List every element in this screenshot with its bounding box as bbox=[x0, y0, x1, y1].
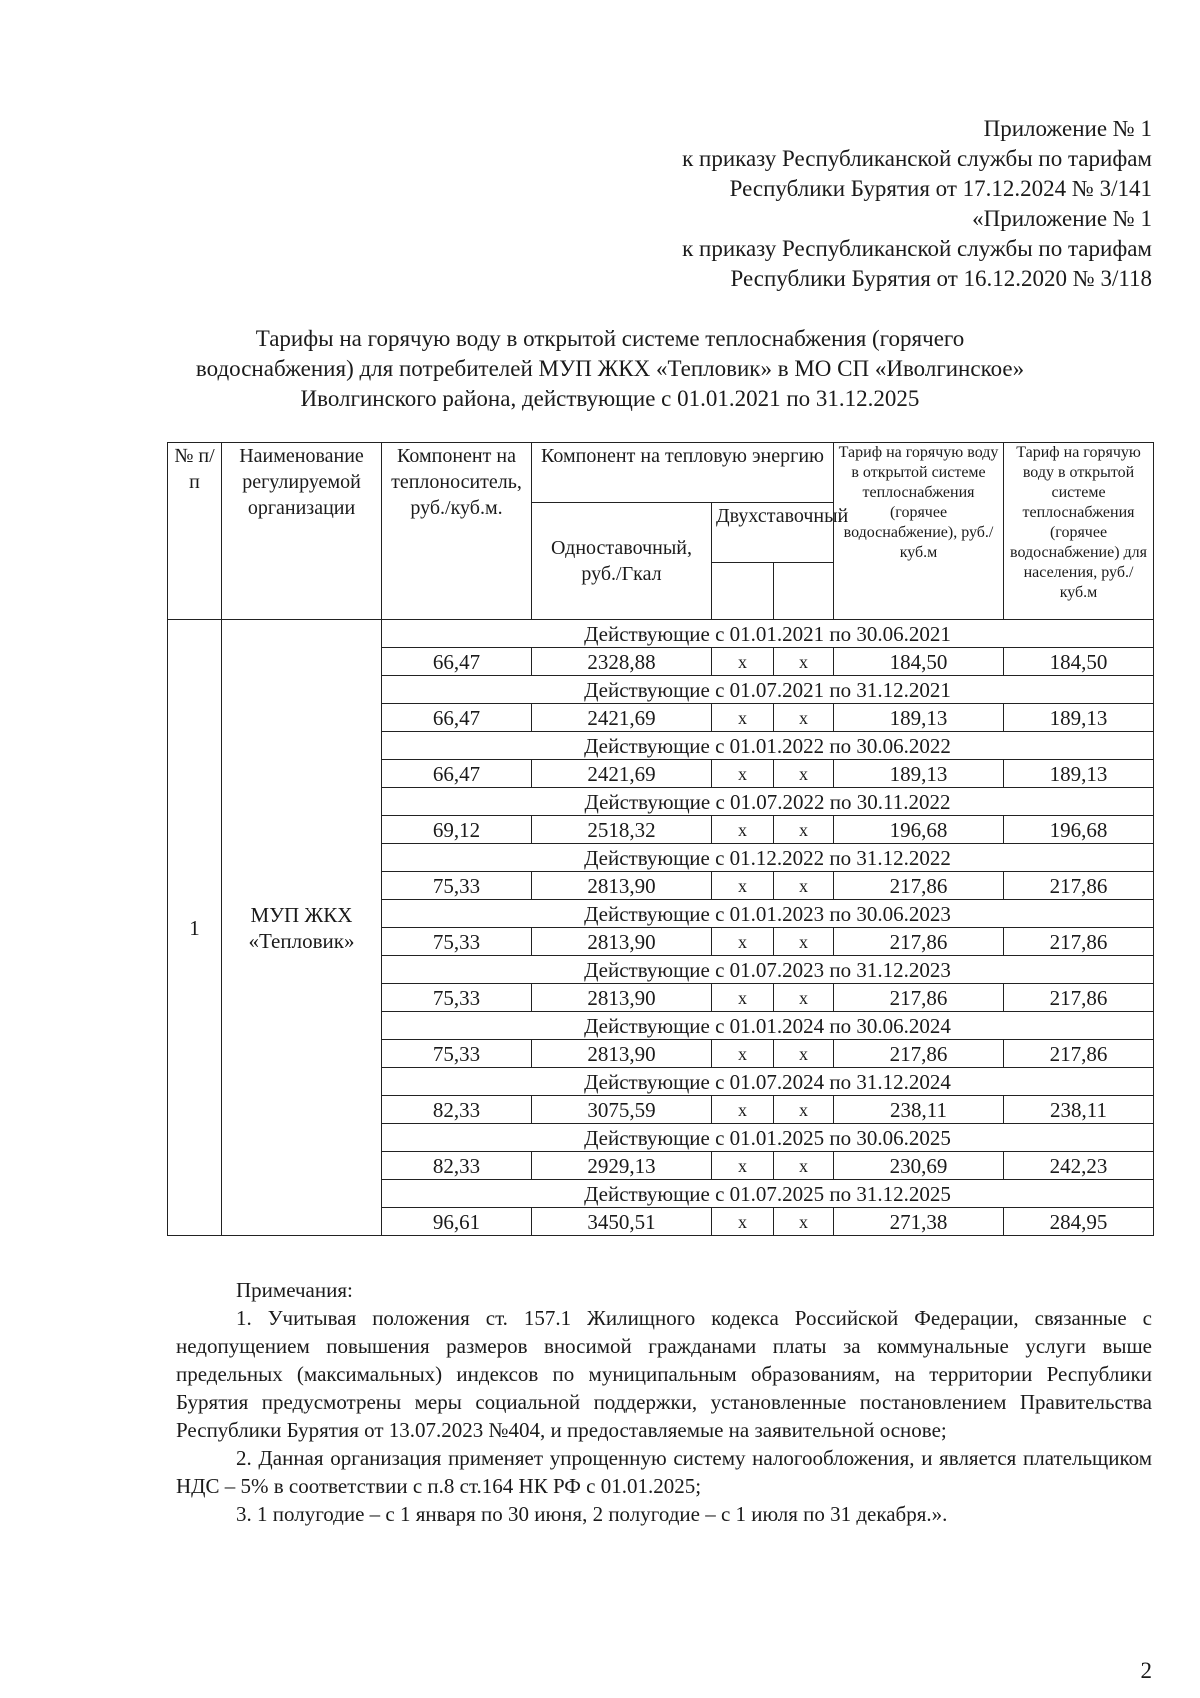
header-energy-component: Компонент на тепловую энергию bbox=[532, 443, 834, 503]
tariff-value-cell: 196,68 bbox=[834, 816, 1004, 844]
period-label: Действующие с 01.01.2023 по 30.06.2023 bbox=[382, 900, 1154, 928]
tariff-population-value-cell: 189,13 bbox=[1004, 760, 1154, 788]
single-rate-value-cell: 3450,51 bbox=[532, 1208, 712, 1236]
period-label: Действующие с 01.07.2021 по 31.12.2021 bbox=[382, 676, 1154, 704]
double-rate-x-cell: х bbox=[712, 816, 774, 844]
carrier-value-cell: 82,33 bbox=[382, 1096, 532, 1124]
carrier-value-cell: 96,61 bbox=[382, 1208, 532, 1236]
header-double-rate: Двухставочный bbox=[712, 503, 834, 563]
tariff-value-cell: 217,86 bbox=[834, 928, 1004, 956]
tariff-value-cell: 217,86 bbox=[834, 872, 1004, 900]
tariff-value-cell: 238,11 bbox=[834, 1096, 1004, 1124]
carrier-value-cell: 75,33 bbox=[382, 1040, 532, 1068]
tariff-table bbox=[167, 442, 1154, 1236]
single-rate-value-cell: 2929,13 bbox=[532, 1152, 712, 1180]
carrier-value-cell: 66,47 bbox=[382, 760, 532, 788]
double-rate-x-cell: х bbox=[712, 704, 774, 732]
double-rate-x-cell: х bbox=[712, 1096, 774, 1124]
header-line: Приложение № 1 bbox=[983, 116, 1152, 141]
tariff-population-value-cell: 238,11 bbox=[1004, 1096, 1154, 1124]
header-double-sub-2 bbox=[774, 563, 834, 620]
header-tariff-population: Тариф на горячую воду в открытой системе теплоснабжения (горячее водоснабжение) для населения, руб./куб.м bbox=[1004, 443, 1154, 620]
header-line: к приказу Республиканской службы по тарифам bbox=[682, 146, 1152, 171]
single-rate-value-cell: 2813,90 bbox=[532, 928, 712, 956]
approval-header bbox=[532, 114, 1152, 294]
double-rate-x-cell: х bbox=[774, 760, 834, 788]
organization-cell: МУП ЖКХ «Тепловик» bbox=[222, 620, 382, 1236]
tariff-population-value-cell: 217,86 bbox=[1004, 1040, 1154, 1068]
period-label: Действующие с 01.07.2024 по 31.12.2024 bbox=[382, 1068, 1154, 1096]
page-number: 2 bbox=[1140, 1658, 1152, 1683]
header-line: к приказу Республиканской службы по тарифам bbox=[682, 236, 1152, 261]
single-rate-value-cell: 2328,88 bbox=[532, 648, 712, 676]
tariff-value-cell: 230,69 bbox=[834, 1152, 1004, 1180]
single-rate-value-cell: 3075,59 bbox=[532, 1096, 712, 1124]
period-label: Действующие с 01.01.2022 по 30.06.2022 bbox=[382, 732, 1154, 760]
note-item: 1. Учитывая положения ст. 157.1 Жилищного кодекса Российской Федерации, связанные с недопущением повышения размеров вносимой гражданами платы за коммунальные услуги выше предельных (максимальных) индексов по муниципальным образованиям, на территории Республики Бурятия предусмотрены меры социальной поддержки, установленные постановлением Правительства Республики Бурятия от 13.07.2023 №404, и предоставляемые на заявительной основе; bbox=[176, 1306, 1152, 1442]
header-num: № п/п bbox=[168, 443, 222, 620]
tariff-value-cell: 189,13 bbox=[834, 704, 1004, 732]
double-rate-x-cell: х bbox=[712, 928, 774, 956]
double-rate-x-cell: х bbox=[712, 1040, 774, 1068]
single-rate-value-cell: 2813,90 bbox=[532, 1040, 712, 1068]
double-rate-x-cell: х bbox=[712, 1208, 774, 1236]
double-rate-x-cell: х bbox=[712, 648, 774, 676]
note-item: 3. 1 полугодие – с 1 января по 30 июня, 2 полугодие – с 1 июля по 31 декабря.». bbox=[236, 1502, 948, 1526]
period-label: Действующие с 01.07.2025 по 31.12.2025 bbox=[382, 1180, 1154, 1208]
title-line: Иволгинского района, действующие с 01.01.2021 по 31.12.2025 bbox=[300, 386, 920, 411]
header-line: «Приложение № 1 bbox=[972, 206, 1152, 231]
double-rate-x-cell: х bbox=[774, 1096, 834, 1124]
single-rate-value-cell: 2813,90 bbox=[532, 984, 712, 1012]
tariff-value-cell: 189,13 bbox=[834, 760, 1004, 788]
carrier-value-cell: 66,47 bbox=[382, 704, 532, 732]
carrier-value-cell: 82,33 bbox=[382, 1152, 532, 1180]
header-single-rate: Одноставочный, руб./Гкал bbox=[532, 503, 712, 620]
tariff-population-value-cell: 284,95 bbox=[1004, 1208, 1154, 1236]
document-title bbox=[160, 324, 1060, 414]
tariff-value-cell: 271,38 bbox=[834, 1208, 1004, 1236]
period-label: Действующие с 01.01.2024 по 30.06.2024 bbox=[382, 1012, 1154, 1040]
header-tariff: Тариф на горячую воду в открытой системе теплоснабжения (горячее водоснабжение), руб./куб.м bbox=[834, 443, 1004, 620]
double-rate-x-cell: х bbox=[774, 704, 834, 732]
note-item: 2. Данная организация применяет упрощенную систему налогообложения, и является плательщиком НДС – 5% в соответствии с п.8 ст.164 НК РФ с 01.01.2025; bbox=[176, 1446, 1152, 1498]
tariff-value-cell: 184,50 bbox=[834, 648, 1004, 676]
header-line: Республики Бурятия от 16.12.2020 № 3/118 bbox=[730, 266, 1152, 291]
tariff-table-body bbox=[168, 620, 1154, 1236]
carrier-value-cell: 75,33 bbox=[382, 872, 532, 900]
carrier-value-cell: 75,33 bbox=[382, 928, 532, 956]
period-label: Действующие с 01.01.2021 по 30.06.2021 bbox=[382, 620, 1154, 648]
title-line: водоснабжения) для потребителей МУП ЖКХ «Тепловик» в МО СП «Иволгинское» bbox=[195, 356, 1025, 381]
tariff-population-value-cell: 217,86 bbox=[1004, 928, 1154, 956]
row-number-cell: 1 bbox=[168, 620, 222, 1236]
double-rate-x-cell: х bbox=[712, 1152, 774, 1180]
header-organization: Наименование регулируемой организации bbox=[222, 443, 382, 620]
header-line: Республики Бурятия от 17.12.2024 № 3/141 bbox=[729, 176, 1152, 201]
double-rate-x-cell: х bbox=[774, 648, 834, 676]
header-carrier-component: Компонент на теплоноситель, руб./куб.м. bbox=[382, 443, 532, 620]
period-row bbox=[168, 620, 1154, 648]
tariff-population-value-cell: 217,86 bbox=[1004, 984, 1154, 1012]
single-rate-value-cell: 2813,90 bbox=[532, 872, 712, 900]
double-rate-x-cell: х bbox=[774, 1208, 834, 1236]
single-rate-value-cell: 2518,32 bbox=[532, 816, 712, 844]
double-rate-x-cell: х bbox=[774, 928, 834, 956]
single-rate-value-cell: 2421,69 bbox=[532, 704, 712, 732]
period-label: Действующие с 01.07.2022 по 30.11.2022 bbox=[382, 788, 1154, 816]
tariff-value-cell: 217,86 bbox=[834, 984, 1004, 1012]
double-rate-x-cell: х bbox=[712, 760, 774, 788]
carrier-value-cell: 69,12 bbox=[382, 816, 532, 844]
carrier-value-cell: 66,47 bbox=[382, 648, 532, 676]
double-rate-x-cell: х bbox=[774, 1040, 834, 1068]
tariff-population-value-cell: 189,13 bbox=[1004, 704, 1154, 732]
period-label: Действующие с 01.07.2023 по 31.12.2023 bbox=[382, 956, 1154, 984]
tariff-population-value-cell: 217,86 bbox=[1004, 872, 1154, 900]
double-rate-x-cell: х bbox=[774, 872, 834, 900]
notes-label: Примечания: bbox=[236, 1278, 353, 1302]
period-label: Действующие с 01.01.2025 по 30.06.2025 bbox=[382, 1124, 1154, 1152]
notes-section bbox=[176, 1276, 1152, 1528]
tariff-population-value-cell: 196,68 bbox=[1004, 816, 1154, 844]
carrier-value-cell: 75,33 bbox=[382, 984, 532, 1012]
double-rate-x-cell: х bbox=[774, 984, 834, 1012]
double-rate-x-cell: х bbox=[712, 872, 774, 900]
title-line: Тарифы на горячую воду в открытой системе теплоснабжения (горячего bbox=[255, 326, 965, 351]
single-rate-value-cell: 2421,69 bbox=[532, 760, 712, 788]
double-rate-x-cell: х bbox=[774, 816, 834, 844]
tariff-population-value-cell: 242,23 bbox=[1004, 1152, 1154, 1180]
double-rate-x-cell: х bbox=[712, 984, 774, 1012]
header-double-sub-1 bbox=[712, 563, 774, 620]
tariff-value-cell: 217,86 bbox=[834, 1040, 1004, 1068]
period-label: Действующие с 01.12.2022 по 31.12.2022 bbox=[382, 844, 1154, 872]
tariff-population-value-cell: 184,50 bbox=[1004, 648, 1154, 676]
double-rate-x-cell: х bbox=[774, 1152, 834, 1180]
